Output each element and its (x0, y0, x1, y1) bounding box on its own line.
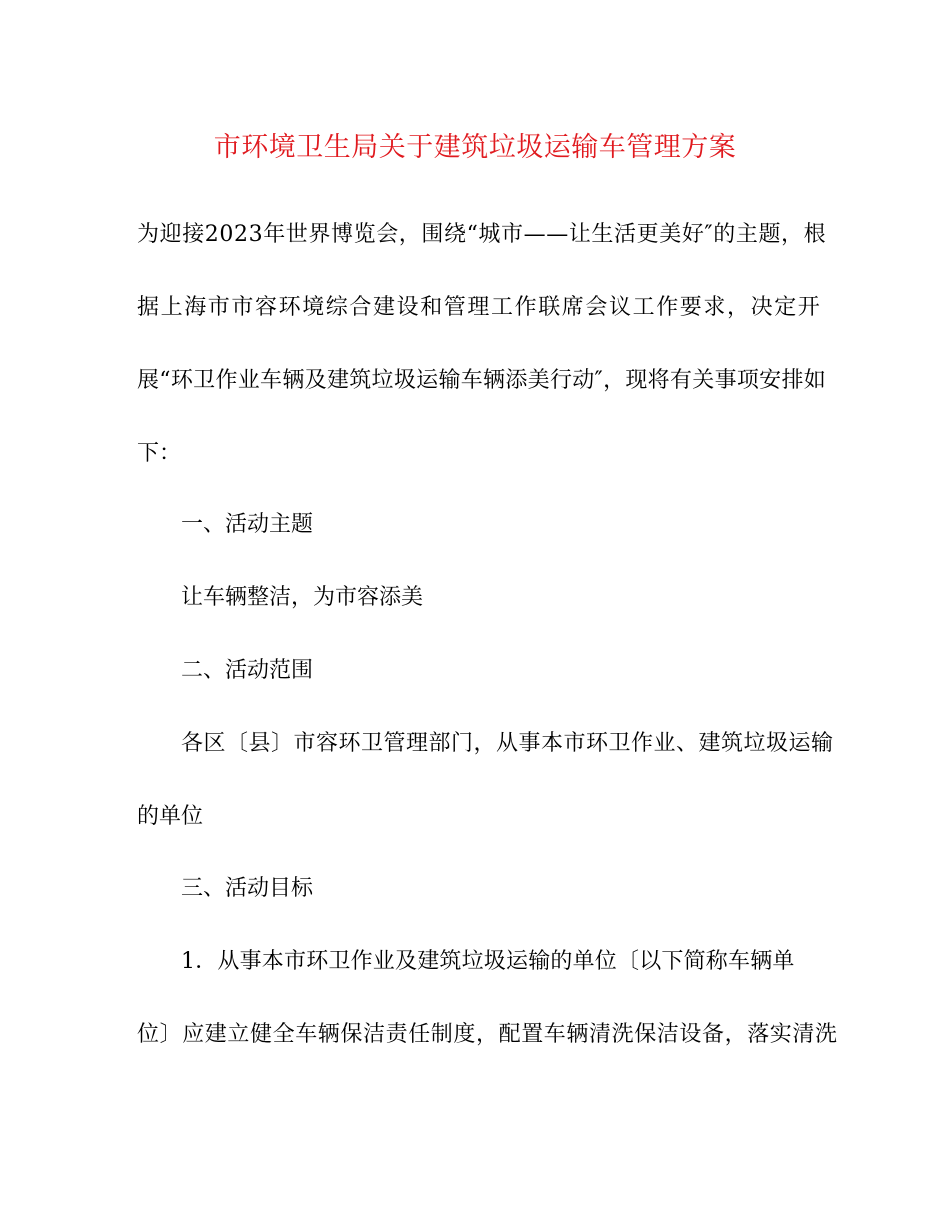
body-line-scope-1: 各区〔县〕市容环卫管理部门，从事本市环卫作业、建筑垃圾运输 (181, 731, 834, 756)
body-line-intro-3: 展“环卫作业车辆及建筑垃圾运输车辆添美行动″，现将有关事项安排如 (137, 368, 827, 393)
section-heading-goals: 三、活动目标 (181, 876, 314, 901)
document-title: 市环境卫生局关于建筑垃圾运输车管理方案 (213, 132, 737, 163)
body-line-intro-1: 为迎接2023年世界博览会，围绕“城市——让生活更美好″的主题，根 (137, 222, 827, 247)
body-line-intro-4: 下： (137, 441, 182, 466)
section-heading-scope: 二、活动范围 (181, 658, 314, 683)
body-line-scope-2: 的单位 (137, 804, 204, 829)
body-line-goal-2: 位〕应建立健全车辆保洁责任制度，配置车辆清洗保洁设备，落实清洗 (137, 1022, 838, 1047)
body-line-goal-1: 1．从事本市环卫作业及建筑垃圾运输的单位〔以下简称车辆单 (181, 949, 795, 974)
body-line-theme: 让车辆整洁，为市容添美 (181, 585, 424, 610)
body-line-intro-2: 据上海市市容环境综合建设和管理工作联席会议工作要求，决定开 (137, 295, 822, 320)
section-heading-theme: 一、活动主题 (181, 512, 314, 537)
